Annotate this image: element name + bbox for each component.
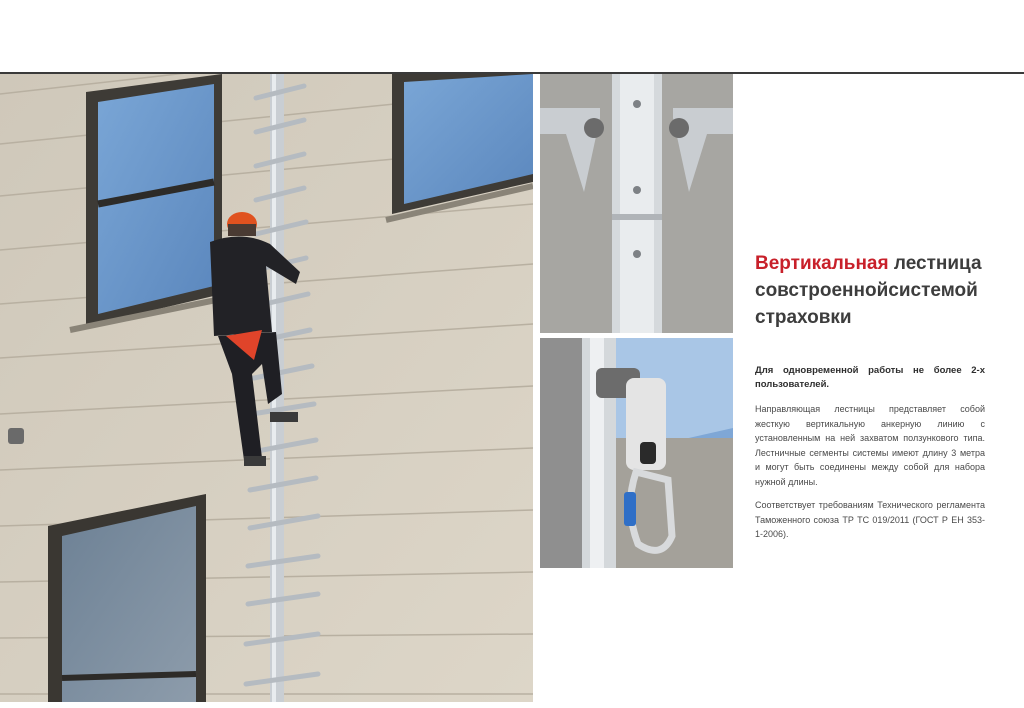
compliance-paragraph: Соответствует требованиям Технического регламента Таможенного союза ТР ТС 019/2011 (ГОСТ Р ЕН 353-1-2006). — [755, 500, 985, 539]
fall-arrester-photo — [540, 338, 733, 568]
main-photo-climber — [0, 74, 533, 702]
title-line1-rest: лестница — [888, 253, 982, 274]
lead-text: Для одновременной работы не более 2-х пользователей. — [755, 365, 985, 390]
description-panel — [755, 250, 985, 551]
description-paragraph: Направляющая лестницы представляет собой жесткую вертикальную анкерную линию с установленным на ней захватом ползункового типа. Лестничные сегменты системы имеют длину 3 метра и могут быть соединены между собой для набора нужной длины. — [755, 404, 985, 487]
title-line2: совстроеннойсистемой — [755, 280, 978, 301]
page-title — [755, 250, 985, 331]
rail-joint-photo — [540, 74, 733, 333]
title-line3: страховки — [755, 307, 852, 328]
title-accent: Вертикальная — [755, 253, 889, 274]
